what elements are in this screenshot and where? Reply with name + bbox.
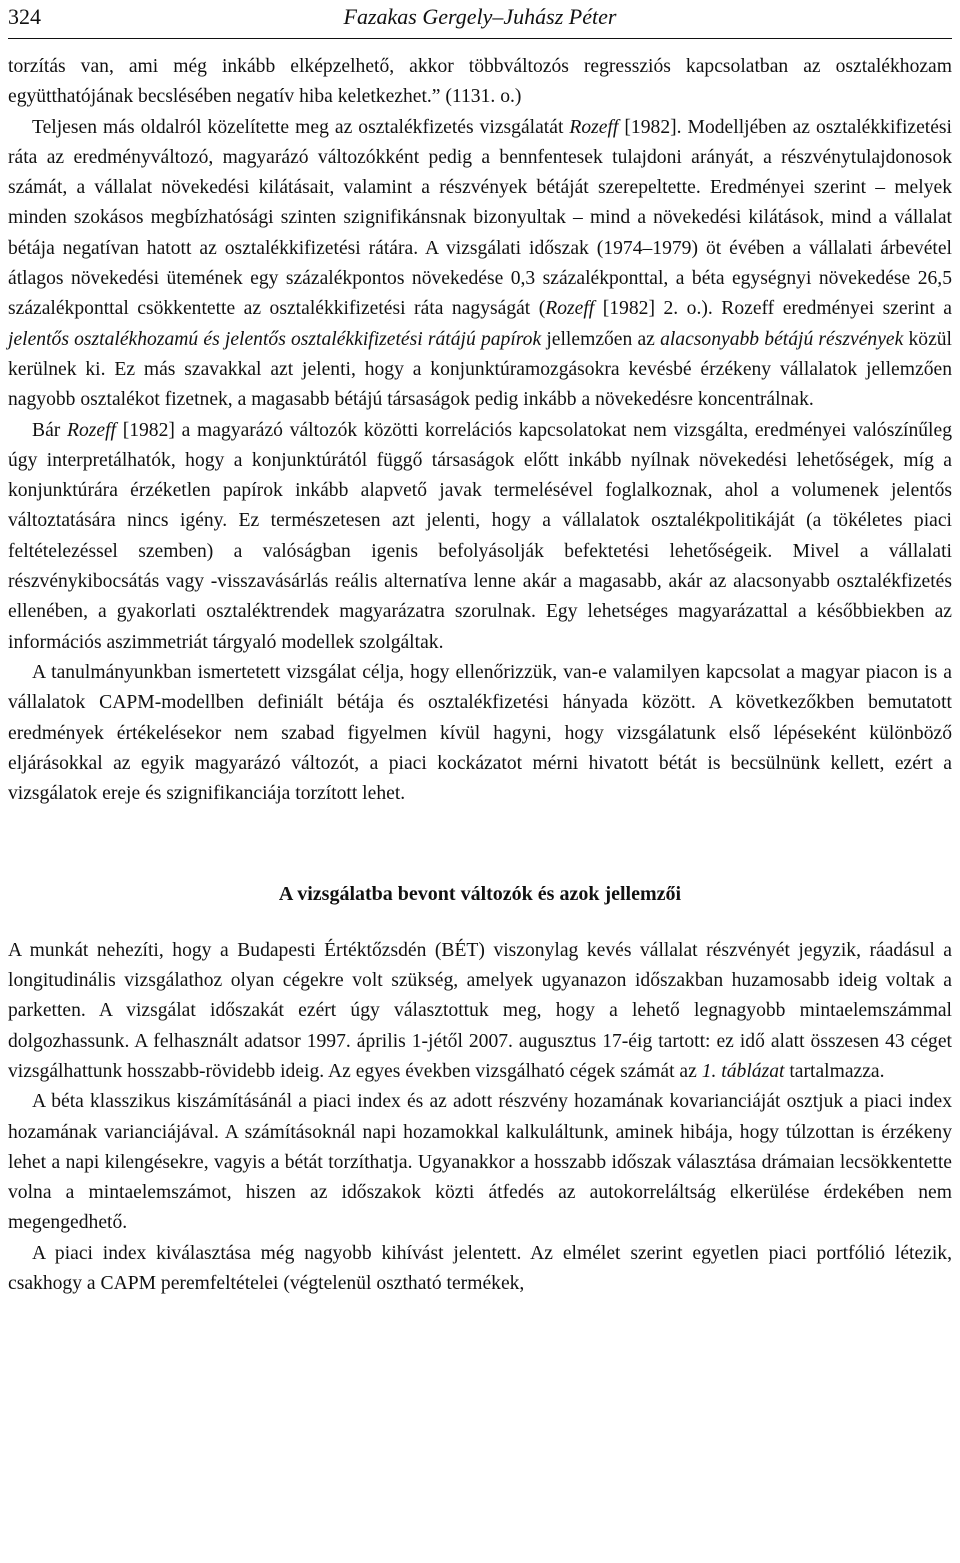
- text-run: Teljesen más oldalról közelítette meg az osztalékfizetés vizsgálatát: [32, 116, 570, 138]
- paragraph-7: A piaci index kiválasztása még nagyobb kihívást jelentett. Az elmélet szerint egyetlen piaci portfólió létezik, csakhogy a CAPM peremfeltételei (végtelenül osztható termékek,: [8, 1242, 952, 1294]
- text-run: Bár: [32, 419, 67, 441]
- emphasis-text: alacsonyabb bétájú részvények: [660, 328, 904, 350]
- author-citation: Rozeff: [569, 116, 619, 138]
- page-header: [8, 2, 952, 36]
- text-run: [1982] a magyarázó változók közötti korrelációs kapcsolatokat nem vizsgálta, eredményei valószínűleg úgy interpretálhatók, hogy a konjunktúrától függő társaságok előtt inkább nyílnak növekedési lehetőségek, míg a konjunktúrára érzéketlen papírok inkább alapvető javak termelésével foglalkoznak, ahol a volumenek jelentős változtatására nincs igény. Ez természetesen azt jelenti, hogy a vállalatok osztalékpolitikáját (a tökéletes piaci feltételezéssel szemben) a valóságban igenis befolyásolják befektetési lehetőségeik. Mivel a vállalati részvénykibocsátás vagy -visszavásárlás reális alternatíva lenne akár a magasabb, akár az alacsonyabb osztalékfizetés ellenében, a gyakorlati osztaléktrendek magyarázatra szorulnak. Egy lehetséges magyarázattal a későbbiekben az információs aszimmetriát tárgyaló modellek szolgáltak.: [8, 419, 952, 653]
- paragraph-6: A béta klasszikus kiszámításánál a piaci index és az adott részvény hozamának kovarianciáját osztjuk a piaci index hozamának varianciájával. A számításoknál napi hozamokkal kalkuláltunk, aminek hibája, hogy túlzottan is érzékeny lehet a napi kilengésekre, vagyis a bétát torzíthatja. Ugyanakkor a hosszabb időszak választása drámaian lecsökkentette volna a mintaelemszámot, hiszen az időszakok közti átfedés az autokorreláltság elkerülése érdekében nem megengedhető.: [8, 1091, 952, 1234]
- text-run: közül kerülnek ki. Ez más szavakkal azt jelenti, hogy a konjunktúramozgásokra kevésbé érzékeny vállalatok jellemzően nagyobb osztalékot fizetnek, a magasabb bétájú társaságok pedig inkább a növekedésre koncentrálnak.: [8, 328, 953, 411]
- header-rule: [8, 38, 952, 39]
- paragraph-3: [8, 416, 952, 658]
- paragraph-2: [8, 113, 952, 416]
- paragraph-4: A tanulmányunkban ismertetett vizsgálat célja, hogy ellenőrizzük, van-e valamilyen kapcsolat a magyar piacon is a vállalatok CAPM-modellben definiált bétája és osztalékfizetési hányada között. A következőkben bemutatott eredmények értékelésekor nem szabad figyelmen kívül hagyni, hogy vizsgálatunk első lépéseként különböző eljárásokkal az egyik magyarázó változót, a piaci kockázatot mérni hivatott bétát is becsülnünk kellett, ezért a vizsgálatok ereje és szignifikanciája torzított lehet.: [8, 661, 952, 805]
- section-heading: A vizsgálatba bevont változók és azok jellemzői: [278, 883, 682, 906]
- text-run: tartalmazza.: [784, 1060, 885, 1082]
- text-run: [1982] 2. o.). Rozeff eredményei szerint a: [594, 298, 952, 320]
- text-run: [1982]. Modelljében az osztalékkifizetési ráta az eredményváltozó, magyarázó változókként pedig a bennfentesek tulajdoni arányát, a részvénytulajdonosok számát, a vállalat növekedési kilátásait, valamint a részvények bétáját szerepeltette. Eredményei szerint – melyek minden szokásos megbízhatósági szinten szignifikánsnak bizonyultak – mind a növekedési kilátások, mind a vállalat bétája negatívan hatott az osztalékkifizetési rátára. A vizsgálati időszak (1974–1979) öt évében a vállalati árbevétel átlagos növekedési ütemének egy százalékpontos növekedése 0,3 százalékponttal, a béta egységnyi növekedése 26,5 százalékponttal csökkentette az osztalékkifizetési ráta nagyságát (: [8, 116, 952, 320]
- text-run: A munkát nehezíti, hogy a Budapesti Értéktőzsdén (BÉT) viszonylag kevés vállalat részvényét jegyzik, ráadásul a longitudinális vizsgálathoz olyan cégekre volt szükség, amelyek ugyanazon időszakban huzamosabb ideig voltak a parketten. A vizsgálat időszakát ezért úgy választottuk meg, hogy a lehető legnagyobb mintaelemszámmal dolgozhassunk. A felhasznált adatsor 1997. április 1-jétől 2007. augusztus 17-éig tartott: ez idő alatt összesen 43 céget vizsgálhattunk hosszabb-rövidebb ideig. Az egyes években vizsgálható cégek számát az: [8, 939, 952, 1082]
- emphasis-text: jelentős osztalékhozamú és jelentős osztalékkifizetési rátájú papírok: [8, 328, 542, 350]
- table-reference: 1. táblázat: [701, 1060, 785, 1082]
- author-citation: Rozeff: [545, 298, 595, 320]
- author-citation: Rozeff: [67, 419, 116, 441]
- paragraph-5: [8, 936, 952, 1087]
- running-title: Fazakas Gergely–Juhász Péter: [343, 4, 617, 29]
- text-run: jellemzően az: [541, 328, 661, 350]
- body-text: [8, 52, 952, 1299]
- page-number: 324: [8, 4, 41, 29]
- paragraph-1: torzítás van, ami még inkább elképzelhető, akkor többváltozós regressziós kapcsolatban az osztalékhozam együtthatójának becslésében negatív hiba keletkezhet.” (1131. o.): [8, 56, 952, 108]
